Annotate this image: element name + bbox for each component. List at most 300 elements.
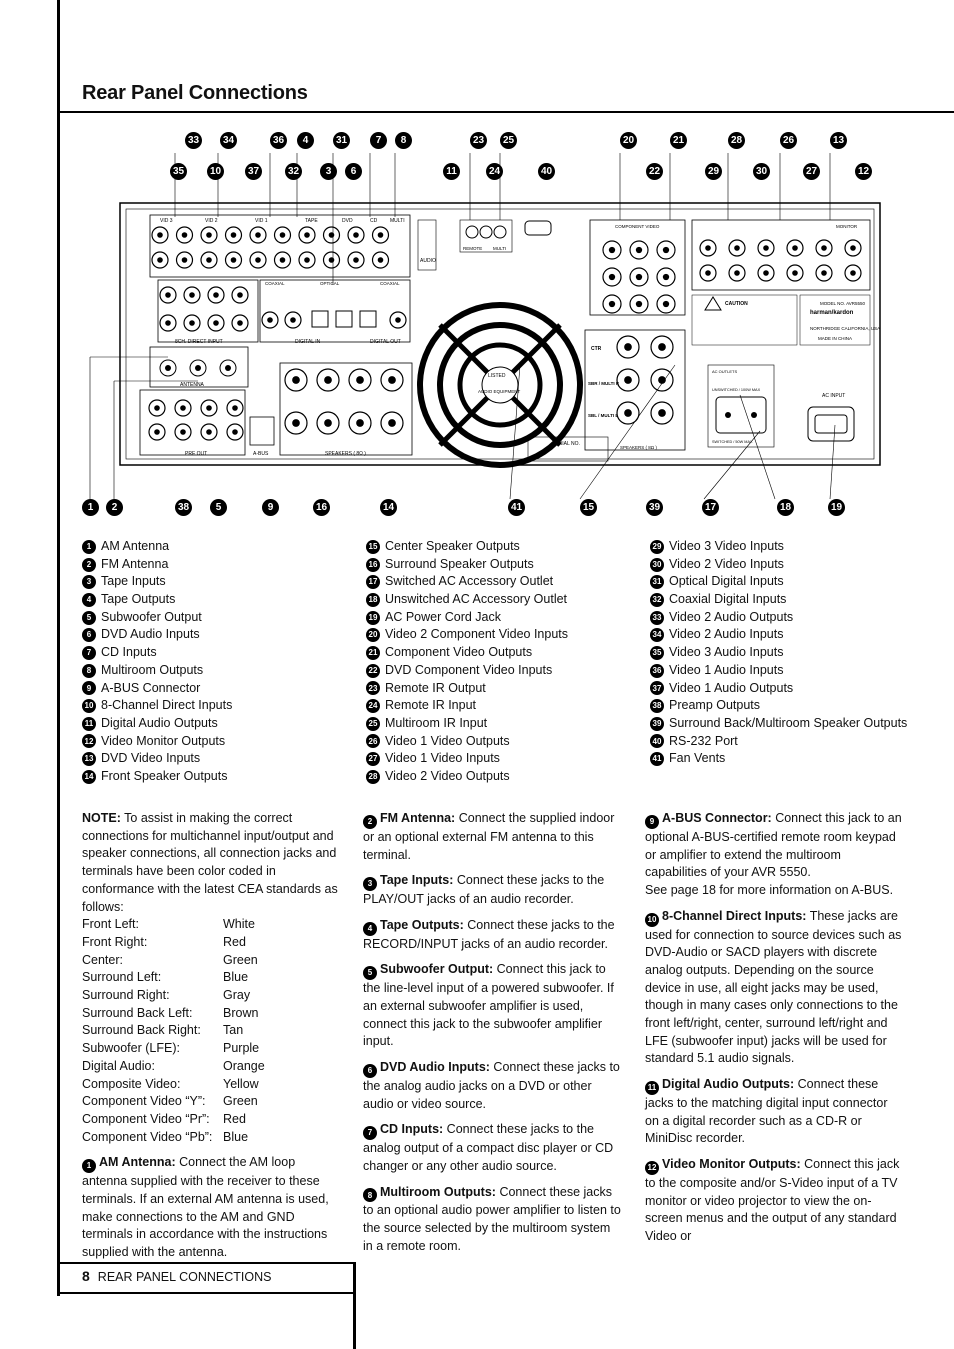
legend-label: AC Power Cord Jack — [385, 609, 502, 624]
page-title: Rear Panel Connections — [82, 82, 308, 104]
legend-number-badge: 24 — [366, 699, 380, 713]
legend-number-badge: 12 — [82, 734, 96, 748]
callout-badge: 35 — [170, 163, 187, 180]
color-code-row — [82, 969, 340, 987]
callout-badge: 37 — [245, 163, 262, 180]
color-code-channel: Center: — [82, 952, 123, 967]
legend-item — [650, 680, 907, 698]
color-code-row — [82, 952, 340, 970]
callout-badge: 17 — [702, 499, 719, 516]
legend-number-badge: 10 — [82, 699, 96, 713]
legend-label: Surround Speaker Outputs — [385, 556, 534, 571]
callout-badge: 39 — [646, 499, 663, 516]
legend-number-badge: 36 — [650, 664, 664, 678]
description-text: Connect these jacks to the RECORD/INPUT jacks of an audio recorder. — [363, 917, 615, 951]
legend-number-badge: 15 — [366, 540, 380, 554]
legend-label: A-BUS Connector — [101, 680, 201, 695]
callout-badge: 27 — [803, 163, 820, 180]
legend-label: Tape Outputs — [101, 592, 176, 607]
digital-out-label: DIGITAL OUT — [370, 339, 401, 345]
description-number-badge: 12 — [645, 1161, 659, 1175]
connection-description — [363, 810, 621, 864]
color-code-row — [82, 987, 340, 1005]
monitor-label: MONITOR — [836, 224, 858, 229]
legend-label: Unswitched AC Accessory Outlet — [385, 592, 568, 607]
legend-item — [366, 733, 568, 751]
legend-item — [366, 573, 568, 591]
connection-description — [645, 1156, 903, 1246]
callout-badge: 12 — [855, 163, 872, 180]
connection-description — [363, 917, 621, 954]
description-text: Connect these jacks to the PLAY/OUT jacks of an audio recorder. — [363, 873, 605, 907]
legend-number-badge: 33 — [650, 611, 664, 625]
legend-label: Fan Vents — [669, 751, 726, 766]
switched-label: SWITCHED / 50W MAX — [712, 440, 753, 444]
callout-badge: 10 — [207, 163, 224, 180]
legend-item — [650, 556, 907, 574]
legend-number-badge: 9 — [82, 681, 96, 695]
footer-section: REAR PANEL CONNECTIONS — [97, 1270, 272, 1284]
multi-ir-label: MULTI — [493, 246, 507, 251]
callout-badge: 9 — [262, 499, 279, 516]
color-code-row — [82, 1093, 340, 1111]
address-label: NORTHRIDGE CALIFORNIA, USA — [810, 326, 881, 331]
callout-badge: 29 — [705, 163, 722, 180]
legend-label: Digital Audio Outputs — [101, 715, 218, 730]
legend-number-badge: 14 — [82, 770, 96, 784]
legend-number-badge: 39 — [650, 717, 664, 731]
callout-badge: 2 — [106, 499, 123, 516]
description-text: These jacks are used for connection to source devices such as DVD-Audio or SACD players with discrete analog outputs. Depending on the source device in use, all eight jacks may be used, though in many cases only connections to the front left/right, center, surround left/right and LFE (subwoofer input) jacks will be used for standard 5.1 audio signals. — [645, 908, 902, 1066]
ac-input-label: AC INPUT — [822, 393, 846, 399]
legend-number-badge: 20 — [366, 628, 380, 642]
color-code-value: Brown — [223, 1005, 259, 1020]
color-code-channel: Surround Left: — [82, 970, 162, 985]
color-code-value: Blue — [223, 970, 249, 985]
legend-label: Video 3 Video Inputs — [669, 539, 784, 553]
legend-number-badge: 16 — [366, 558, 380, 572]
description-text: Connect these jacks to an optional audio power amplifier to listen to the source selected by the multiroom system in a remote room. — [363, 1184, 621, 1253]
legend-label: Video Monitor Outputs — [101, 733, 226, 748]
legend-item — [82, 573, 232, 591]
legend-item — [82, 715, 232, 733]
legend-label: Preamp Outputs — [669, 698, 761, 713]
description-heading: DVD Audio Inputs: — [380, 1060, 490, 1074]
color-code-channel: Component Video “Y”: — [82, 1094, 206, 1109]
coaxial-out-label: COAXIAL — [380, 281, 400, 286]
description-extra: See page 18 for more information on A-BUS. — [645, 882, 894, 897]
description-number-badge: 8 — [363, 1188, 377, 1202]
description-heading: Multiroom Outputs: — [380, 1184, 496, 1199]
description-number-badge: 10 — [645, 913, 659, 927]
description-heading: 8-Channel Direct Inputs: — [662, 908, 807, 923]
callout-badge: 25 — [500, 132, 517, 149]
legend-label: Optical Digital Inputs — [669, 574, 784, 589]
callout-badge: 11 — [443, 163, 460, 180]
legend-number-badge: 29 — [650, 540, 664, 554]
legend-item — [82, 644, 232, 662]
color-code-channel: Surround Back Left: — [82, 1005, 193, 1020]
connection-description — [363, 1121, 621, 1175]
color-code-value: Yellow — [223, 1076, 259, 1091]
callout-badge: 7 — [370, 132, 387, 149]
description-text: Connect this jack to an optional A-BUS-certified remote room keypad or amplifier to extend the multiroom capabilities of your AVR 5550. — [645, 811, 902, 880]
callout-badge: 23 — [470, 132, 487, 149]
description-number-badge: 4 — [363, 922, 377, 936]
note-paragraph — [82, 810, 340, 916]
left-margin-bar — [57, 0, 60, 1296]
legend-label: Video 2 Component Video Inputs — [385, 627, 569, 642]
legend-number-badge: 30 — [650, 558, 664, 572]
legend-number-badge: 41 — [650, 752, 664, 766]
callout-badge: 22 — [646, 163, 663, 180]
connection-description — [363, 872, 621, 909]
legend-label: Front Speaker Outputs — [101, 768, 228, 783]
description-text: Connect the AM loop antenna supplied with the receiver to these terminals. If an external AM antenna is used, make connections to the AM and GND terminals in accordance with the instructions supplied with the antenna. — [82, 1155, 329, 1260]
sbr-label: SBR / MULTI R — [588, 381, 620, 386]
legend-column-3 — [650, 538, 907, 768]
legend-label: 8-Channel Direct Inputs — [101, 698, 233, 713]
description-heading: Subwoofer Output: — [380, 962, 494, 977]
color-code-value: Purple — [223, 1041, 260, 1056]
legend-label: RS-232 Port — [669, 733, 738, 748]
note-lead: NOTE: — [82, 811, 121, 825]
vid3-label: VID 3 — [160, 218, 173, 224]
description-heading: Tape Outputs: — [380, 917, 464, 932]
multi-label: MULTI — [390, 218, 405, 224]
description-text: Connect the supplied indoor or an optional external FM antenna to this terminal. — [363, 811, 615, 862]
legend-number-badge: 23 — [366, 681, 380, 695]
listed-label: LISTED — [488, 373, 506, 379]
legend-label: Video 1 Video Outputs — [385, 733, 510, 748]
legend-item — [366, 768, 568, 786]
optical-label: OPTICAL — [320, 281, 340, 286]
color-code-channel: Component Video “Pb”: — [82, 1129, 213, 1144]
description-number-badge: 1 — [82, 1159, 96, 1173]
callout-badge: 31 — [333, 132, 350, 149]
legend-column-2 — [366, 538, 568, 786]
legend-item — [650, 626, 907, 644]
color-code-table — [82, 916, 340, 1146]
ctr-label: CTR — [591, 346, 602, 352]
connection-description — [645, 1076, 903, 1148]
color-code-value: Red — [223, 934, 246, 949]
legend-label: Video 2 Audio Outputs — [669, 609, 794, 624]
description-heading: Digital Audio Outputs: — [662, 1077, 795, 1092]
callout-badge: 26 — [780, 132, 797, 149]
legend-number-badge: 28 — [366, 770, 380, 784]
legend-number-badge: 11 — [82, 717, 96, 731]
description-text: Connect this jack to the line-level input of a powered subwoofer. If an external subwoofer amplifier is used, connect this jack to the subwoofer amplifier input. — [363, 962, 614, 1049]
description-text: Connect these jacks to the analog audio jacks on a DVD or other audio or video source. — [363, 1060, 620, 1111]
legend-number-badge: 37 — [650, 681, 664, 695]
callout-badge: 19 — [828, 499, 845, 516]
legend-label: Multiroom IR Input — [385, 715, 488, 730]
callout-badge: 34 — [220, 132, 237, 149]
legend-label: Coaxial Digital Inputs — [669, 592, 787, 607]
legend-item — [82, 609, 232, 627]
sbl-label: SBL / MULTI L — [588, 413, 619, 418]
legend-item — [366, 662, 568, 680]
legend-item — [650, 538, 907, 556]
ac-outlets-label: AC OUTLETS — [712, 369, 738, 374]
connection-description — [363, 961, 621, 1051]
legend-item — [82, 733, 232, 751]
legend-number-badge: 4 — [82, 593, 96, 607]
legend-number-badge: 18 — [366, 593, 380, 607]
color-code-row — [82, 1058, 340, 1076]
audio-equipment-label: AUDIO EQUIPMENT — [478, 389, 521, 394]
legend-number-badge: 3 — [82, 575, 96, 589]
legend-item — [82, 662, 232, 680]
legend-label: Multiroom Outputs — [101, 662, 204, 677]
callout-badge: 21 — [670, 132, 687, 149]
legend-label: FM Antenna — [101, 556, 169, 571]
callout-badge: 1 — [82, 499, 99, 516]
antenna-label: ANTENNA — [180, 382, 204, 388]
serial-label: SERIAL NO. — [552, 441, 580, 447]
color-code-row — [82, 934, 340, 952]
legend-label: Video 1 Video Inputs — [385, 751, 500, 766]
color-code-row — [82, 1005, 340, 1023]
description-heading: FM Antenna: — [380, 811, 456, 825]
legend-label: Switched AC Accessory Outlet — [385, 574, 554, 589]
description-text: Connect these jacks to the analog output of a compact disc player or CD changer or any other audio source. — [363, 1122, 614, 1173]
legend-label: Remote IR Input — [385, 698, 477, 713]
description-number-badge: 9 — [645, 815, 659, 829]
title-rule — [57, 111, 954, 113]
brand-label: harman/kardon — [810, 310, 854, 316]
legend-number-badge: 40 — [650, 734, 664, 748]
legend-item — [82, 556, 232, 574]
legend-item — [650, 733, 907, 751]
connection-description — [82, 1154, 340, 1261]
connection-description — [363, 1059, 621, 1113]
description-text: Connect this jack to the composite and/or S-Video input of a TV monitor or video projector to view the on-screen menus and the output of any standard Video or — [645, 1157, 900, 1244]
legend-number-badge: 26 — [366, 734, 380, 748]
speakers-label: SPEAKERS ( 8Ω ) — [325, 451, 366, 457]
pre-out-label: PRE OUT — [185, 451, 208, 457]
tape-label: TAPE — [305, 218, 318, 224]
dvd-label: DVD — [342, 218, 353, 224]
legend-number-badge: 13 — [82, 752, 96, 766]
color-code-row — [82, 1040, 340, 1058]
color-code-row — [82, 1111, 340, 1129]
model-label: MODEL NO. AVR5550 — [820, 301, 866, 306]
color-code-value: Green — [223, 1094, 258, 1109]
callout-badge: 4 — [297, 132, 314, 149]
legend-item — [650, 715, 907, 733]
description-number-badge: 11 — [645, 1081, 659, 1095]
legend-label: Video 2 Audio Inputs — [669, 627, 784, 642]
legend-item — [82, 697, 232, 715]
legend-number-badge: 32 — [650, 593, 664, 607]
legend-number-badge: 35 — [650, 646, 664, 660]
legend-number-badge: 1 — [82, 540, 96, 554]
legend-number-badge: 38 — [650, 699, 664, 713]
legend-item — [366, 538, 568, 556]
audio-label: AUDIO — [420, 258, 436, 264]
callout-badge: 3 — [320, 163, 337, 180]
legend-number-badge: 19 — [366, 611, 380, 625]
text-column-2 — [363, 810, 621, 1263]
legend-number-badge: 2 — [82, 558, 96, 572]
callout-badge: 20 — [620, 132, 637, 149]
legend-item — [366, 626, 568, 644]
unswitched-label: UNSWITCHED / 100W MAX — [712, 388, 761, 392]
legend-item — [650, 591, 907, 609]
legend-item — [366, 591, 568, 609]
legend-item — [366, 556, 568, 574]
connection-description — [363, 1184, 621, 1256]
legend-item — [366, 680, 568, 698]
callout-badge: 5 — [210, 499, 227, 516]
legend-number-badge: 25 — [366, 717, 380, 731]
legend-label: DVD Video Inputs — [101, 751, 201, 766]
legend-label: Video 1 Audio Outputs — [669, 680, 794, 695]
color-code-value: Tan — [223, 1023, 244, 1038]
page-footer — [82, 1268, 271, 1284]
legend-label: Video 3 Audio Inputs — [669, 645, 784, 660]
callout-badge: 18 — [777, 499, 794, 516]
callout-badge: 33 — [185, 132, 202, 149]
legend-label: Remote IR Output — [385, 680, 486, 695]
color-code-value: White — [223, 917, 255, 932]
coaxial-label: COAXIAL — [265, 281, 285, 286]
legend-item — [650, 609, 907, 627]
digital-in-label: DIGITAL IN — [295, 339, 321, 345]
legend-item — [82, 680, 232, 698]
callout-badge: 28 — [728, 132, 745, 149]
legend-item — [650, 662, 907, 680]
legend-item — [82, 768, 232, 786]
legend-column-1 — [82, 538, 232, 786]
callout-badge: 30 — [753, 163, 770, 180]
legend-item — [650, 644, 907, 662]
callout-badge: 15 — [580, 499, 597, 516]
remote-label: REMOTE — [463, 246, 483, 251]
legend-label: Video 2 Video Outputs — [385, 768, 510, 783]
description-number-badge: 5 — [363, 966, 377, 980]
callout-badge: 6 — [345, 163, 362, 180]
color-code-value: Orange — [223, 1058, 265, 1073]
rear-panel-diagram — [80, 125, 940, 525]
vid1-label: VID 1 — [255, 218, 268, 224]
legend-number-badge: 34 — [650, 628, 664, 642]
legend-label: Component Video Outputs — [385, 645, 533, 660]
legend-item — [650, 573, 907, 591]
description-heading: Video Monitor Outputs: — [662, 1157, 801, 1172]
legend-item — [366, 644, 568, 662]
callout-badge: 16 — [313, 499, 330, 516]
abus-label: A-BUS — [253, 451, 269, 457]
legend-number-badge: 22 — [366, 664, 380, 678]
legend-number-badge: 8 — [82, 664, 96, 678]
legend-number-badge: 17 — [366, 575, 380, 589]
legend-label: Tape Inputs — [101, 574, 166, 589]
callout-badge: 40 — [538, 163, 555, 180]
description-heading: CD Inputs: — [380, 1122, 444, 1137]
callout-badge: 24 — [486, 163, 503, 180]
legend-label: CD Inputs — [101, 645, 157, 660]
color-code-channel: Digital Audio: — [82, 1058, 155, 1073]
legend-item — [650, 697, 907, 715]
component-video-label: COMPONENT VIDEO — [615, 224, 660, 229]
legend-label: Surround Back/Multiroom Speaker Outputs — [669, 715, 908, 730]
legend-item — [82, 626, 232, 644]
color-code-channel: Subwoofer (LFE): — [82, 1041, 180, 1056]
description-number-badge: 7 — [363, 1126, 377, 1140]
color-code-row — [82, 1022, 340, 1040]
color-code-channel: Surround Right: — [82, 988, 170, 1003]
color-code-row — [82, 1129, 340, 1147]
legend-label: Video 2 Video Inputs — [669, 556, 784, 571]
connection-description — [645, 908, 903, 1068]
description-heading: Tape Inputs: — [380, 873, 454, 888]
color-code-channel: Component Video “Pr”: — [82, 1111, 210, 1126]
color-code-channel: Surround Back Right: — [82, 1023, 201, 1038]
description-number-badge: 6 — [363, 1064, 377, 1078]
description-text: Connect these jacks to the matching digital input connector on a digital recorder such as a CD-R or MiniDisc recorder. — [645, 1077, 888, 1146]
color-code-row — [82, 1076, 340, 1094]
direct-input-label: 8CH. DIRECT INPUT — [175, 339, 223, 345]
rear-panel-illustration — [80, 125, 940, 525]
legend-label: Video 1 Audio Inputs — [669, 662, 784, 677]
callout-badge: 32 — [285, 163, 302, 180]
description-number-badge: 3 — [363, 877, 377, 891]
speakers-sb-label: SPEAKERS ( 8Ω ) — [620, 445, 657, 450]
legend-label: AM Antenna — [101, 539, 170, 553]
vid2-label: VID 2 — [205, 218, 218, 224]
color-code-value: Red — [223, 1111, 246, 1126]
callout-badge: 36 — [270, 132, 287, 149]
legend-item — [82, 750, 232, 768]
color-code-channel: Composite Video: — [82, 1076, 181, 1091]
page-number: 8 — [82, 1268, 90, 1284]
color-code-channel: Front Left: — [82, 917, 139, 932]
text-column-3 — [645, 810, 903, 1254]
callout-badge: 8 — [395, 132, 412, 149]
legend-item — [82, 591, 232, 609]
connection-description — [645, 810, 903, 900]
legend-number-badge: 5 — [82, 611, 96, 625]
legend-item — [366, 609, 568, 627]
color-code-channel: Front Right: — [82, 934, 148, 949]
note-text: To assist in making the correct connections for multichannel input/output and speaker connections, all connection jacks and terminals have been color coded in conformance with the latest CEA standards as follows: — [82, 811, 338, 914]
description-number-badge: 2 — [363, 815, 377, 829]
callout-badge: 38 — [175, 499, 192, 516]
legend-label: DVD Audio Inputs — [101, 627, 200, 642]
description-heading: AM Antenna: — [99, 1155, 176, 1170]
cd-label: CD — [370, 218, 378, 224]
legend-item — [366, 715, 568, 733]
caution-label: CAUTION — [725, 301, 748, 307]
callout-badge: 13 — [830, 132, 847, 149]
legend-label: DVD Component Video Inputs — [385, 662, 553, 677]
legend-number-badge: 27 — [366, 752, 380, 766]
legend-item — [650, 750, 907, 768]
footer-rule-bottom — [57, 1292, 356, 1294]
legend-item — [366, 750, 568, 768]
description-heading: A-BUS Connector: — [662, 811, 772, 825]
legend-number-badge: 6 — [82, 628, 96, 642]
color-code-row — [82, 916, 340, 934]
color-code-value: Green — [223, 952, 258, 967]
callout-badge: 41 — [508, 499, 525, 516]
legend-item — [82, 538, 232, 556]
callout-badge: 14 — [380, 499, 397, 516]
legend-label: Center Speaker Outputs — [385, 539, 520, 553]
